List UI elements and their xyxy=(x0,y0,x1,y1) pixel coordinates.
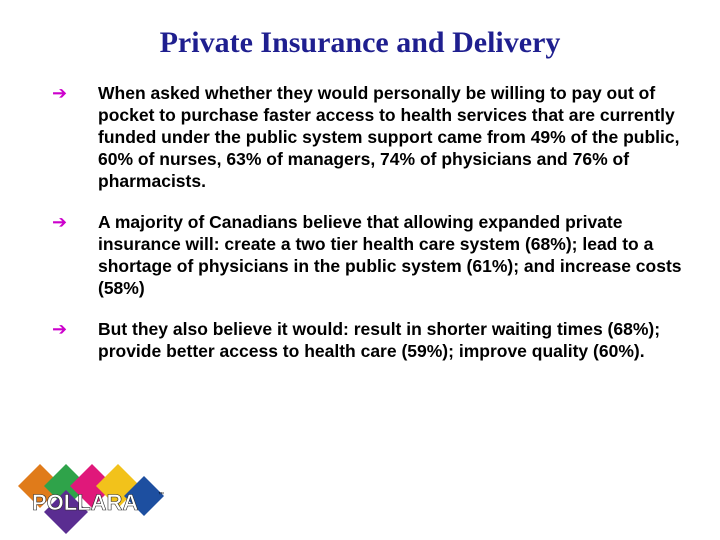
svg-text:™: ™ xyxy=(158,492,164,498)
list-item xyxy=(52,82,692,192)
list-item xyxy=(52,211,692,299)
bullet-list xyxy=(52,82,692,381)
arrow-right-icon: ➔ xyxy=(52,319,68,339)
arrow-right-icon: ➔ xyxy=(52,212,68,232)
bullet-text: A majority of Canadians believe that allowing expanded private insurance will: create a two tier health care system (68%); lead to a shortage of physicians in the public system (61%); and increase costs (58%) xyxy=(98,212,682,298)
list-item xyxy=(52,318,692,362)
bullet-text: But they also believe it would: result in shorter waiting times (68%); provide better access to health care (59%); improve quality (60%). xyxy=(98,319,661,361)
bullet-text: When asked whether they would personally be willing to pay out of pocket to purchase faster access to health services that are currently funded under the public system support came from 49% of the public, 60% of nurses, 63% of managers, 74% of physicians and 76% of pharmacists. xyxy=(98,83,680,191)
logo-wordmark: POLLARA xyxy=(32,490,139,515)
pollara-logo-graphic xyxy=(14,460,174,540)
arrow-right-icon: ➔ xyxy=(52,83,68,103)
page-title: Private Insurance and Delivery xyxy=(159,26,561,59)
pollara-logo xyxy=(14,460,174,540)
